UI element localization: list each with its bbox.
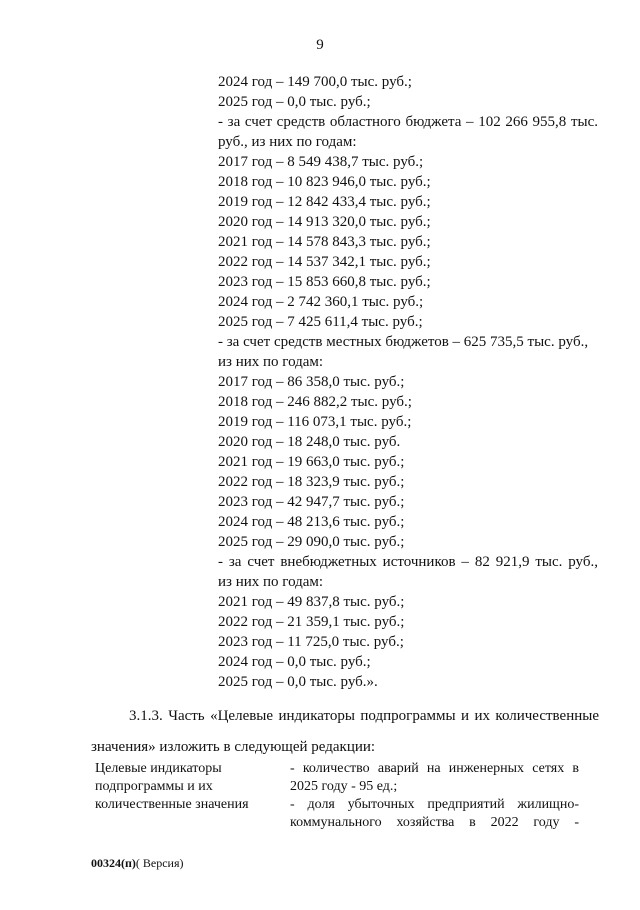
- financing-line: 2025 год – 7 425 611,4 тыс. руб.;: [218, 314, 423, 330]
- footer-document-code: [91, 856, 184, 871]
- financing-line: 2021 год – 49 837,8 тыс. руб.;: [218, 594, 405, 610]
- financing-list: [218, 72, 598, 692]
- financing-line: 2022 год – 14 537 342,1 тыс. руб.;: [218, 254, 431, 270]
- financing-line: - за счет средств местных бюджетов – 625 735,5 тыс. руб.,: [218, 334, 589, 350]
- financing-line: - за счет внебюджетных источников – 82 921,9 тыс. руб.,: [218, 554, 598, 570]
- indicators-values-cell: [290, 760, 579, 832]
- financing-line: 2018 год – 10 823 946,0 тыс. руб.;: [218, 174, 431, 190]
- financing-line: 2018 год – 246 882,2 тыс. руб.;: [218, 394, 412, 410]
- financing-line: 2025 год – 0,0 тыс. руб.;: [218, 94, 371, 110]
- financing-line: 2024 год – 149 700,0 тыс. руб.;: [218, 74, 412, 90]
- financing-line: 2019 год – 12 842 433,4 тыс. руб.;: [218, 194, 431, 210]
- financing-line: 2023 год – 42 947,7 тыс. руб.;: [218, 494, 405, 510]
- indicators-value-line: - количество аварий на инженерных сетях в: [290, 761, 579, 776]
- page-number: 9: [316, 37, 324, 53]
- financing-line: 2020 год – 14 913 320,0 тыс. руб.;: [218, 214, 431, 230]
- indicators-value-line: - доля убыточных предприятий жилищно-: [290, 797, 579, 812]
- financing-line: 2020 год – 18 248,0 тыс. руб.: [218, 434, 401, 450]
- section-paragraph-line: значения» изложить в следующей редакции:: [91, 739, 376, 755]
- financing-line: 2024 год – 0,0 тыс. руб.;: [218, 654, 371, 670]
- document-code: 00324(п): [91, 856, 136, 870]
- financing-line: 2019 год – 116 073,1 тыс. руб.;: [218, 414, 412, 430]
- indicators-label-line: Целевые индикаторы: [95, 761, 222, 776]
- section-paragraph: [91, 701, 599, 763]
- section-paragraph-line: 3.1.3. Часть «Целевые индикаторы подпрограммы и их количественные: [129, 708, 599, 724]
- financing-line: - за счет средств областного бюджета – 102 266 955,8 тыс.: [218, 114, 598, 130]
- financing-line: из них по годам:: [218, 574, 324, 590]
- indicators-label-line: подпрограммы и их: [95, 779, 213, 794]
- indicators-value-line: коммунального хозяйства в 2022 году -: [290, 815, 579, 830]
- financing-line: 2021 год – 19 663,0 тыс. руб.;: [218, 454, 405, 470]
- financing-line: 2024 год – 2 742 360,1 тыс. руб.;: [218, 294, 424, 310]
- indicators-label-line: количественные значения: [95, 797, 249, 812]
- financing-line: 2024 год – 48 213,6 тыс. руб.;: [218, 514, 405, 530]
- financing-line: 2017 год – 8 549 438,7 тыс. руб.;: [218, 154, 424, 170]
- financing-line: 2023 год – 11 725,0 тыс. руб.;: [218, 634, 404, 650]
- financing-line: 2021 год – 14 578 843,3 тыс. руб.;: [218, 234, 431, 250]
- indicators-label-cell: [95, 760, 285, 814]
- financing-line: 2025 год – 29 090,0 тыс. руб.;: [218, 534, 405, 550]
- financing-line: 2022 год – 21 359,1 тыс. руб.;: [218, 614, 405, 630]
- financing-line: 2017 год – 86 358,0 тыс. руб.;: [218, 374, 405, 390]
- financing-line: из них по годам:: [218, 354, 324, 370]
- indicators-value-line: 2025 году - 95 ед.;: [290, 779, 398, 794]
- financing-line: 2025 год – 0,0 тыс. руб.».: [218, 674, 378, 690]
- financing-line: 2023 год – 15 853 660,8 тыс. руб.;: [218, 274, 431, 290]
- financing-line: 2022 год – 18 323,9 тыс. руб.;: [218, 474, 405, 490]
- financing-line: руб., из них по годам:: [218, 134, 357, 150]
- version-label: ( Версия): [135, 856, 184, 870]
